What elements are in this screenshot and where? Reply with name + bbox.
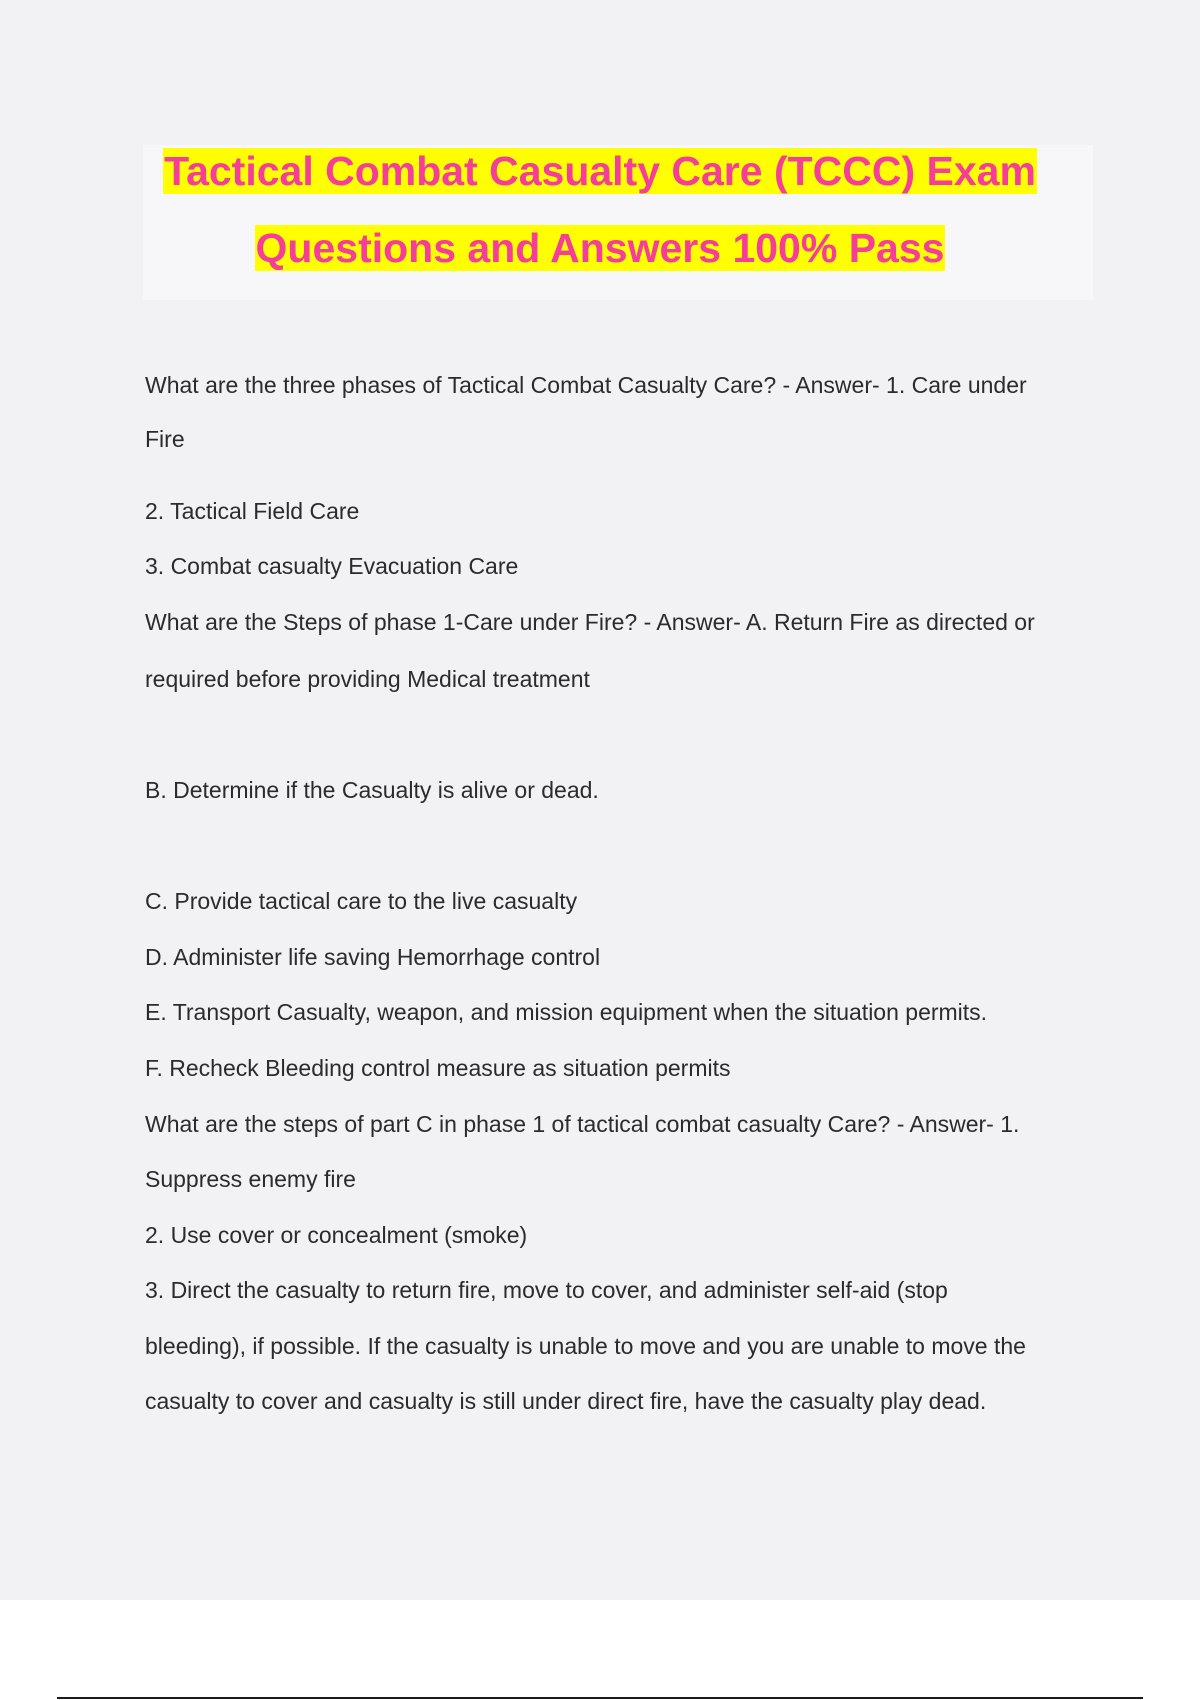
text-line: What are the Steps of phase 1-Care under Fire? - Answer- A. Return Fire as directed or	[145, 609, 1035, 635]
text-line: 2. Tactical Field Care	[145, 498, 360, 524]
document-title-line-1: Tactical Combat Casualty Care (TCCC) Exam	[164, 148, 1036, 194]
text-line: 2. Use cover or concealment (smoke)	[145, 1222, 528, 1248]
text-line: What are the three phases of Tactical Combat Casualty Care? - Answer- 1. Care under	[145, 372, 1027, 398]
page-footer	[0, 1600, 1200, 1700]
text-line: What are the steps of part C in phase 1 of tactical combat casualty Care? - Answer- 1.	[145, 1111, 1020, 1137]
text-line: F. Recheck Bleeding control measure as situation permits	[145, 1055, 731, 1081]
text-line: required before providing Medical treatment	[145, 666, 590, 692]
text-line: Fire	[145, 426, 185, 452]
text-line: D. Administer life saving Hemorrhage control	[145, 944, 601, 970]
text-line: bleeding), if possible. If the casualty is unable to move and you are unable to move the	[145, 1333, 1026, 1359]
text-line: Suppress enemy fire	[145, 1166, 356, 1192]
text-line: E. Transport Casualty, weapon, and mission equipment when the situation permits.	[145, 999, 988, 1025]
document-title-line-2: Questions and Answers 100% Pass	[255, 225, 945, 271]
text-line: casualty to cover and casualty is still under direct fire, have the casualty play dead.	[145, 1388, 987, 1414]
text-line: 3. Direct the casualty to return fire, move to cover, and administer self-aid (stop	[145, 1277, 948, 1303]
footer-divider	[57, 1697, 1143, 1699]
text-line: 3. Combat casualty Evacuation Care	[145, 553, 519, 579]
text-line: B. Determine if the Casualty is alive or dead.	[145, 777, 599, 803]
text-line: C. Provide tactical care to the live casualty	[145, 888, 578, 914]
